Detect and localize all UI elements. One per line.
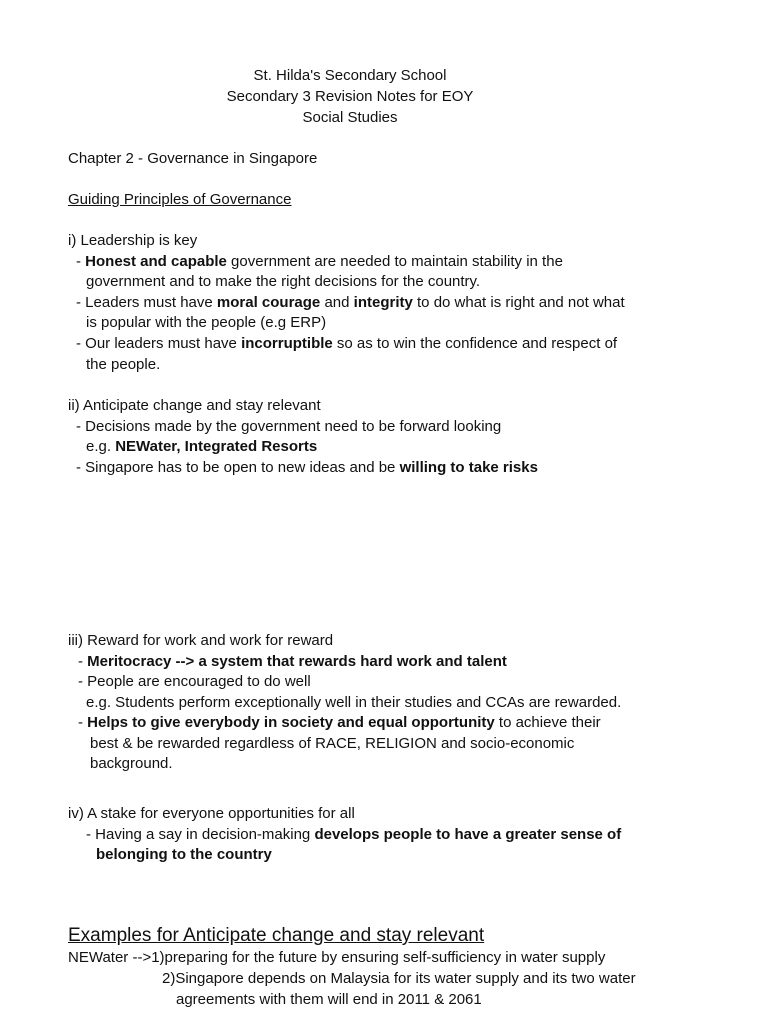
examples-line-1: NEWater -->1)preparing for the future by ensuring self-sufficiency in water supply — [68, 949, 606, 966]
text-run: government are needed to maintain stability in the — [226, 253, 563, 270]
principle-1-line-6: the people. — [86, 356, 161, 373]
text-run: - — [76, 253, 86, 270]
principle-1-line-5 — [76, 334, 617, 354]
emphasis-text: Helps to give everybody in society and equal opportunity — [87, 714, 495, 731]
principle-2-line-1: - Decisions made by the government need to be forward looking — [76, 418, 502, 435]
text-run: e.g. — [86, 438, 116, 455]
examples-line-2: 2)Singapore depends on Malaysia for its water supply and its two water — [162, 970, 636, 987]
principle-2-line-2 — [86, 437, 317, 457]
document-subtitle: Secondary 3 Revision Notes for EOY — [226, 88, 474, 105]
emphasis-text: integrity — [353, 294, 413, 311]
text-run: to achieve their — [494, 714, 601, 731]
emphasis-text: NEWater, Integrated Resorts — [115, 438, 318, 455]
emphasis-text: willing to take risks — [399, 459, 538, 476]
principle-1-line-3 — [76, 293, 625, 313]
principle-3-line-1 — [78, 652, 507, 672]
examples-heading: Examples for Anticipate change and stay relevant — [68, 925, 485, 946]
principle-4-heading: iv) A stake for everyone opportunities for all — [68, 805, 355, 822]
subject-title: Social Studies — [302, 109, 398, 126]
text-run: - Singapore has to be open to new ideas and be — [76, 459, 400, 476]
principle-1-line-2: government and to make the right decisions for the country. — [86, 273, 481, 290]
principle-1-line-1 — [76, 252, 563, 272]
examples-line-3: agreements with them will end in 2011 & 2061 — [176, 991, 482, 1008]
emphasis-text: Meritocracy --> a system that rewards hard work and talent — [87, 653, 507, 670]
text-run: - Having a say in decision-making — [86, 826, 315, 843]
principle-3-line-4 — [78, 713, 601, 733]
principle-2-line-3 — [76, 458, 538, 478]
principle-4-line-1 — [86, 825, 621, 845]
text-run: - Our leaders must have — [76, 335, 242, 352]
text-run: to do what is right and not what — [412, 294, 625, 311]
emphasis-text: develops people to have a greater sense of — [314, 826, 622, 843]
text-run: - Leaders must have — [76, 294, 217, 311]
emphasis-text: incorruptible — [241, 335, 333, 352]
principle-4-line-2: belonging to the country — [96, 846, 272, 863]
principle-3-line-2: - People are encouraged to do well — [78, 673, 311, 690]
section-heading: Guiding Principles of Governance — [68, 191, 292, 208]
text-run: - — [78, 653, 88, 670]
principle-2-heading: ii) Anticipate change and stay relevant — [68, 397, 321, 414]
principle-1-heading: i) Leadership is key — [68, 232, 198, 249]
principle-3-heading: iii) Reward for work and work for reward — [68, 632, 334, 649]
chapter-title: Chapter 2 - Governance in Singapore — [68, 150, 318, 167]
text-run: and — [320, 294, 354, 311]
principle-3-line-3: e.g. Students perform exceptionally well in their studies and CCAs are rewarded. — [86, 694, 622, 711]
principle-1-line-4: is popular with the people (e.g ERP) — [86, 314, 327, 331]
emphasis-text: moral courage — [216, 294, 321, 311]
principle-3-line-6: background. — [90, 755, 173, 772]
emphasis-text: Honest and capable — [85, 253, 227, 270]
principle-3-line-5: best & be rewarded regardless of RACE, RELIGION and socio-economic — [90, 735, 575, 752]
text-run: - — [78, 714, 88, 731]
school-name: St. Hilda's Secondary School — [253, 67, 447, 84]
text-run: so as to win the confidence and respect of — [332, 335, 618, 352]
